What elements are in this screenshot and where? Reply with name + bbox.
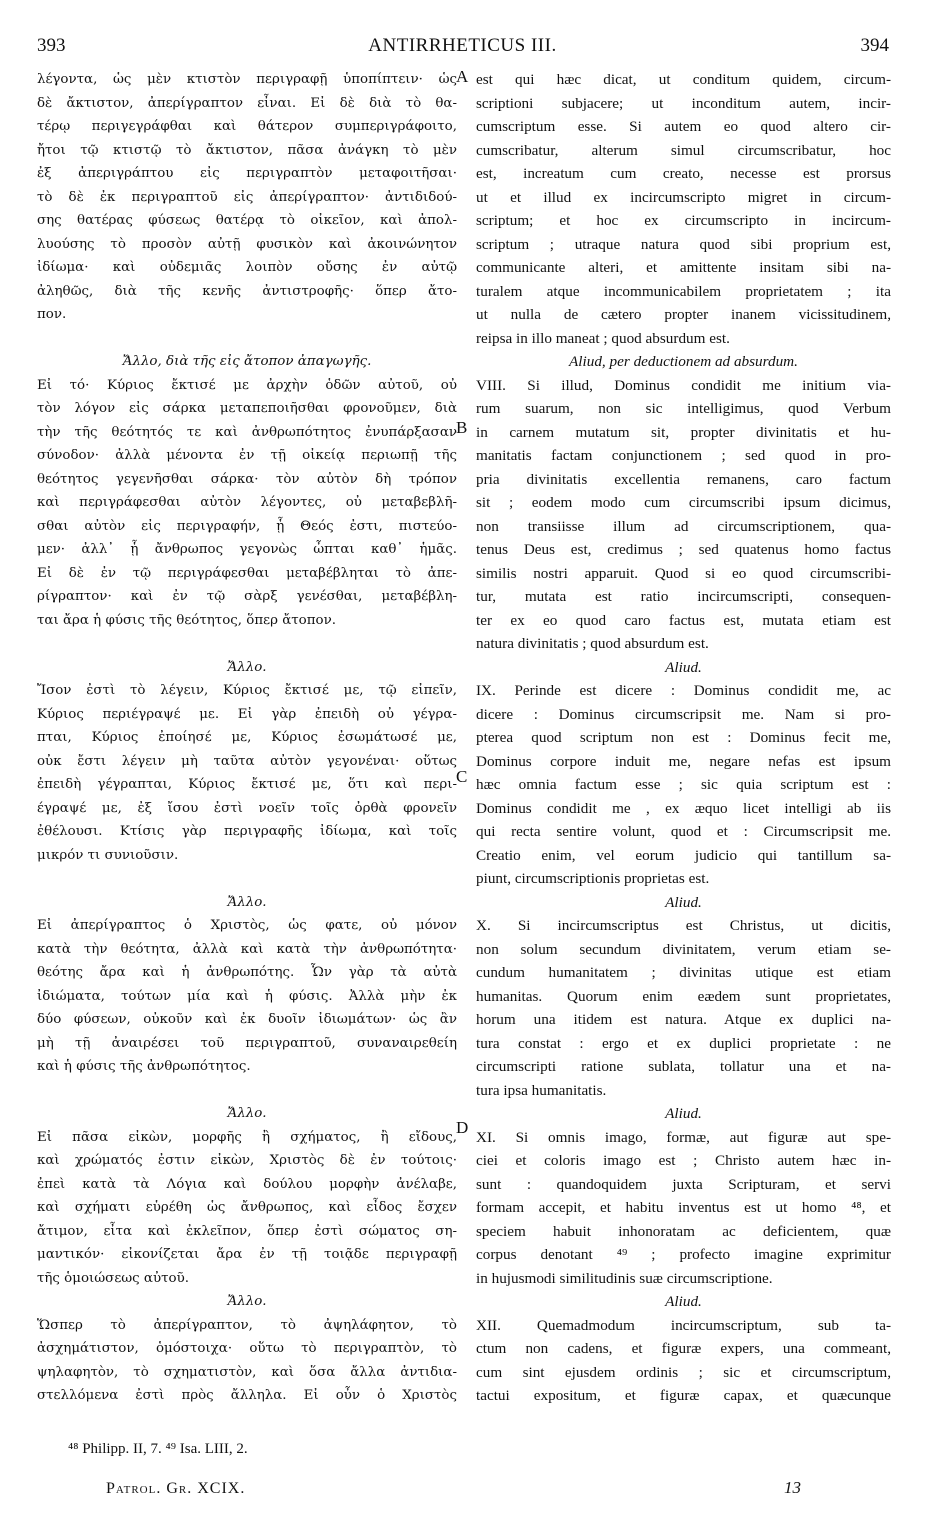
greek-section-heading: Ἄλλο. [227, 894, 267, 910]
margin-letter-c: C [456, 767, 468, 786]
latin-text-line: IX. Perinde est dicere : Dominus condidit me, ac [476, 682, 891, 699]
latin-text-line: in carnem mutatum sit, propter divinitatis et hu- [476, 423, 891, 441]
latin-text-line: horum una itidem est natura. Atque ex duplici na- [476, 1011, 891, 1028]
latin-text-line: est, increatum cum creato, necesse est prorsus [476, 165, 891, 182]
greek-text-line: λέγοντα, ὡς μὲν κτιστὸν περιγραφῇ ὑποπίπτειν· ὡς [37, 72, 457, 87]
latin-text-line: non transiisse illum ad circumscriptionem, qua- [476, 517, 891, 535]
greek-text-line: ἀληθῶς, διὰ τῆς κενῆς ἀντιστροφῆς· ὅπερ ἄτο- [37, 283, 457, 299]
running-title: ANTIRRHETICUS III. [368, 35, 557, 56]
latin-text-line: speciem habuit inhonoratam ac deficientem, quæ [476, 1222, 891, 1240]
latin-text-line: Creatio enim, vel eorum judicio qui tantillum sa- [476, 846, 891, 864]
greek-text-line: οὐκ ἔστι λέγειν μὴ ταῦτα αὐτὸν γεγονέναι· οὕτως [37, 753, 457, 769]
greek-text-line: Κύριος περιέγραψέ με. Εἰ γὰρ ἐπειδὴ οὐ γέγρα- [37, 706, 457, 722]
greek-text-line: καὶ ἡ φύσις τῆς ἀνθρωπότητος. [37, 1059, 251, 1074]
latin-text-line: natura divinitatis ; quod absurdum est. [476, 635, 709, 652]
latin-text-line: ter ex eo quod caro factus est, mutata etiam est [476, 611, 891, 629]
greek-text-line: σύνοδον· ἀλλὰ μένοντα ἐν τῇ οἰκείᾳ περιωπῇ τῆς [37, 448, 457, 463]
greek-text-line [37, 867, 457, 891]
greek-text-line: θεότης ἄρα καὶ ἡ ἀνθρωπότης. Ὧν γὰρ τὰ αὐτὰ [37, 965, 457, 980]
latin-text-line: corpus denotant ⁴⁹ ; profecto imagine exprimitur [476, 1246, 891, 1263]
latin-text-line: XI. Si omnis imago, formæ, aut figuræ aut spe- [476, 1128, 891, 1146]
greek-text-line: δὲ ἄκτιστον, ἀπερίγραπτον εἶναι. Εἰ δὲ διὰ τὸ θα- [37, 95, 457, 111]
latin-text-line: manitatis factam conjunctionem ; sed quod in pro- [476, 447, 891, 464]
latin-text-line: hæc omnia factum esse ; sic quia scriptum est : [476, 776, 891, 793]
greek-text-line: ἤτοι τῷ κτιστῷ τὸ ἄκτιστον, πᾶσα ἀνάγκη τὸ μὲν [37, 142, 457, 158]
greek-text-line: πον. [37, 307, 67, 322]
greek-text-line: τὴν τῆς θεότητός τε καὶ ἀνθρωπότητος ἐνυπάρξασαν [37, 424, 457, 440]
greek-section-heading: Ἄλλο. [227, 659, 267, 675]
greek-text-line: σης θατέρας φύσεως θατέρᾳ τὸ οἰκεῖον, καὶ ἀπολ- [37, 213, 457, 228]
latin-text-column [476, 68, 891, 1408]
greek-text-line: ἀσχημάτιστον, ὁμόστοιχα· οὕτω τὸ περιγραπτὸν, τὸ [37, 1341, 457, 1356]
greek-section-heading: Ἄλλο. [227, 1106, 267, 1121]
latin-text-line: ut nulla de cætero propter inanem vicissitudinem, [476, 306, 891, 323]
latin-text-line: humanitas. Quorum enim eædem sunt proprietates, [476, 987, 891, 1005]
latin-section-heading: Aliud. [665, 658, 702, 676]
greek-text-line: μικρόν τι συνιοῦσιν. [37, 847, 179, 863]
latin-text-line: XII. Quemadmodum incircumscriptum, sub ta- [476, 1316, 891, 1334]
greek-text-line: ἐπειδὴ γέγραπται, Κύριος ἔκτισέ με, ὅτι καὶ περι- [37, 777, 457, 792]
latin-text-line: tura constat : ergo et ex duplici proprietate : ne [476, 1034, 891, 1052]
greek-text-line: δύο φύσεων, οὐκοῦν καὶ ἐκ δυοῖν ἰδιωμάτων· ὡς ἂν [37, 1012, 457, 1027]
greek-text-line: στελλόμενα ἐστὶ πρὸς ἄλληλα. Εἰ οὖν ὁ Χριστὸς [37, 1388, 457, 1403]
latin-text-line: Dominus condidit me , ex æquo licet intelligi ab iis [476, 799, 891, 817]
latin-text-line: ut et illud ex incircumscripto migret in circum- [476, 188, 891, 206]
greek-text-line: Εἰ δὲ ἐν τῷ περιγράφεσθαι μεταβέβληται τὸ ἀπε- [37, 565, 457, 581]
latin-section-heading: Aliud. [665, 1105, 702, 1122]
greek-text-line: ἄτιμον, εἶτα καὶ ἐκλεῖπον, ὅπερ ἐστὶ σώματος ση- [37, 1223, 457, 1239]
greek-text-line: μεν· ἀλλ᾽ ᾗ ἄνθρωπος γεγονὼς ὦπται καθ᾽ ἡμᾶς. [37, 542, 457, 557]
latin-text-line: scriptum; et hoc ex circumscripto in incircum- [476, 212, 891, 229]
page-number-right: 394 [860, 35, 889, 56]
latin-text-line: cumscribatur, alterum simul circumscribatur, hoc [476, 141, 891, 159]
greek-text-line: θεότητος γεγενῆσθαι σάρκα· τὸν αὐτὸν δὴ τρόπον [37, 471, 457, 487]
greek-text-line: καὶ χρώματός ἐστιν εἰκὼν, Χριστὸς δὲ ἐν τούτοις· [37, 1153, 457, 1168]
latin-text-line: qui recta sentire volunt, quod et : Circumscripsit me. [476, 823, 891, 840]
latin-text-line: ciei et coloris imago est ; Christo autem hæc in- [476, 1152, 891, 1169]
greek-text-column [37, 68, 457, 1408]
latin-text-line: tur, mutata est ratio incircumscripti, consequen- [476, 588, 891, 605]
greek-text-line [37, 327, 457, 351]
latin-text-line: scriptum ; utraque natura quod sibi proprium est, [476, 235, 891, 253]
latin-text-line: rum suarum, non sic intelligimus, quod Verbum [476, 400, 891, 417]
greek-text-line: ἐπεὶ κατὰ τὰ Λόγια καὶ δούλου μορφὴν ἀνέλαβε, [37, 1176, 457, 1192]
greek-text-line: μὴ τῇ ἀναιρέσει τοῦ περιγραπτοῦ, συναναιρεθείη [37, 1035, 457, 1051]
latin-text-line: cum sint ejusdem ordinis ; sic et circumscriptum, [476, 1363, 891, 1381]
greek-text-line: κατὰ τὴν θεότητα, ἀλλὰ καὶ κατὰ τὴν ἀνθρωπότητα· [37, 941, 457, 957]
latin-text-line: communicante alteri, et amittente insitam sibi na- [476, 259, 891, 276]
latin-text-line: tura ipsa humanitatis. [476, 1081, 607, 1099]
greek-text-line: Εἰ ἀπερίγραπτος ὁ Χριστὸς, ὡς φατε, οὐ μόνον [37, 918, 457, 933]
greek-text-line: ται ἄρα ἡ φύσις τῆς θεότητος, ὅπερ ἄτοπον. [37, 612, 336, 628]
latin-text-line: X. Si incircumscriptus est Christus, ut dicitis, [476, 917, 891, 934]
latin-section-heading: Aliud, per deductionem ad absurdum. [569, 353, 798, 370]
sheet-number: 13 [784, 1478, 801, 1497]
greek-text-line: Εἰ τό· Κύριος ἔκτισέ με ἀρχὴν ὁδῶν αὐτοῦ, οὐ [37, 377, 457, 393]
greek-text-line [37, 632, 457, 656]
latin-text-line: turalem atque incommunicabilem proprietatem ; ita [476, 282, 891, 300]
greek-section-heading: Ἄλλο, διὰ τῆς εἰς ἄτοπον ἀπαγωγῆς. [122, 354, 372, 369]
greek-text-line: τέρῳ περιγεγράφθαι καὶ θάτερον συμπεριγράφοιτο, [37, 119, 457, 134]
latin-text-line: in hujusmodi similitudinis suæ circumscriptione. [476, 1269, 773, 1287]
greek-text-line: ψηλαφητὸν, τὸ σχηματιστὸν, καὶ ὅσα ἄλλα ἀντιδια- [37, 1364, 457, 1380]
greek-text-line: τῆς ὁμοιώσεως αὐτοῦ. [37, 1270, 189, 1286]
greek-text-line: ἰδίωμα· καὶ οὐδεμιᾶς λοιπὸν οὔσης ἐν αὐτῷ [37, 260, 457, 275]
greek-text-line: Ἴσον ἐστὶ τὸ λέγειν, Κύριος ἔκτισέ με, τῷ εἰπεῖν, [37, 683, 457, 698]
greek-text-line: ἰδιώματα, τούτων μία καὶ ἡ φύσις. Ἀλλὰ μὴν ἐκ [37, 988, 457, 1004]
latin-text-line: pterea quod scriptum non est : Dominus fecit me, [476, 729, 891, 746]
greek-text-line: Εἰ πᾶσα εἰκὼν, μορφῆς ἢ σχήματος, ἢ εἴδους, [37, 1129, 457, 1145]
margin-letter-d: D [456, 1118, 469, 1137]
latin-section-heading: Aliud. [665, 1293, 702, 1310]
greek-text-line: σθαι αὐτὸν εἰς περιγραφήν, ᾗ Θεός ἐστι, πιστεύο- [37, 518, 457, 534]
latin-text-line: circumscripti ratione sublata, tollatur una et na- [476, 1058, 891, 1075]
greek-text-line: Ὥσπερ τὸ ἀπερίγραπτον, τὸ ἀψηλάφητον, τὸ [37, 1317, 457, 1333]
latin-text-line: tactui expositum, et figuræ capax, et quæcunque [476, 1387, 891, 1404]
latin-text-line: sunt : quandoquidem juxta Scripturam, et servi [476, 1175, 891, 1193]
greek-text-line: ἐξ ἀπεριγράπτου εἰς περιγραπτὸν μεταφοιτῆσαι· [37, 166, 457, 181]
greek-text-line: πται, Κύριος ἐποίησέ με, Κύριος ἐσωμάτωσέ με, [37, 730, 457, 745]
latin-text-line: reipsa in illo maneat ; quod absurdum est. [476, 329, 730, 347]
latin-section-heading: Aliud. [665, 893, 702, 911]
latin-text-line: tenus Deus est, credimus ; sed quatenus homo factus [476, 541, 891, 558]
greek-text-line [37, 1079, 457, 1103]
latin-text-line: dicere : Dominus circumscripsit me. Nam si pro- [476, 705, 891, 723]
latin-text-line: pria divinitatis excellentia remanens, caro factum [476, 470, 891, 488]
latin-text-line: sit ; eodem modo cum circumscribi ipsum dicimus, [476, 494, 891, 511]
latin-text-line: cumscriptum esse. Si autem eo quod altero cir- [476, 118, 891, 135]
greek-text-line: λυούσης τὸ προσὸν αὐτῇ φυσικὸν καὶ ἀκοινώνητον [37, 236, 457, 252]
latin-text-line: ctum non cadens, et figuræ expers, una commeant, [476, 1340, 891, 1357]
page-number-left: 393 [37, 35, 66, 56]
latin-text-line: cundum humanitatem ; divinitas utique est etiam [476, 964, 891, 981]
latin-text-line: non solum secundum divinitatem, verum etiam se- [476, 940, 891, 958]
greek-text-line: τὸν λόγον εἰς σάρκα μεταπεποιῆσθαι φρονοῦμεν, διὰ [37, 401, 457, 416]
signature-mark: Patrol. Gr. XCIX. [106, 1480, 246, 1497]
greek-text-line: έγραψέ με, ἐξ ἴσου ἐστὶ νοεῖν τοῖς ὀρθὰ φρονεῖν [37, 800, 457, 816]
greek-text-line: ἐθέλουσι. Κτίσις γὰρ περιγραφῆς ἰδίωμα, καὶ τοῖς [37, 824, 457, 839]
latin-text-line: scriptioni subjacere; ut inconditum autem, incir- [476, 94, 891, 112]
latin-text-line: est qui hæc dicat, ut conditum quidem, circum- [476, 71, 891, 88]
greek-text-line: ρίγραπτον· καὶ ἐν τῷ σὰρξ γενέσθαι, μεταβέβλη- [37, 589, 457, 604]
latin-text-line: Dominus corpore induit me, negare nefas est ipsum [476, 752, 891, 770]
greek-text-line: καὶ περιγράφεσθαι αὐτὸν λέγοντες, οὐ μεταβεβλῆ- [37, 495, 457, 510]
latin-text-line: formam accepit, et habitu inventus est ut homo ⁴⁸, et [476, 1199, 891, 1216]
latin-text-line: VIII. Si illud, Dominus condidit me initium via- [476, 376, 891, 394]
margin-letter-a: A [456, 67, 469, 86]
latin-text-line: similis nostri apparuit. Quod si eo quod circumscribi- [476, 564, 891, 582]
greek-section-heading: Ἄλλο. [227, 1294, 267, 1309]
latin-text-line: piunt, circumscriptionis proprietas est. [476, 870, 710, 887]
greek-text-line: τὸ δὲ ἐκ περιγραπτοῦ εἰς ἀπερίγραπτον· ἀντιδιδού- [37, 189, 457, 205]
greek-text-line: μαντικόν· εἰκονίζεται ἄρα ἐν τῇ τοιᾷδε περιγραφῇ [37, 1247, 457, 1262]
margin-letter-b: B [456, 418, 468, 437]
greek-text-line: καὶ σχήματι εὑρέθη ὡς ἄνθρωπος, καὶ εἶδος ἔσχεν [37, 1200, 457, 1215]
footnote-references: ⁴⁸ Philipp. II, 7. ⁴⁹ Isa. LIII, 2. [68, 1441, 248, 1457]
